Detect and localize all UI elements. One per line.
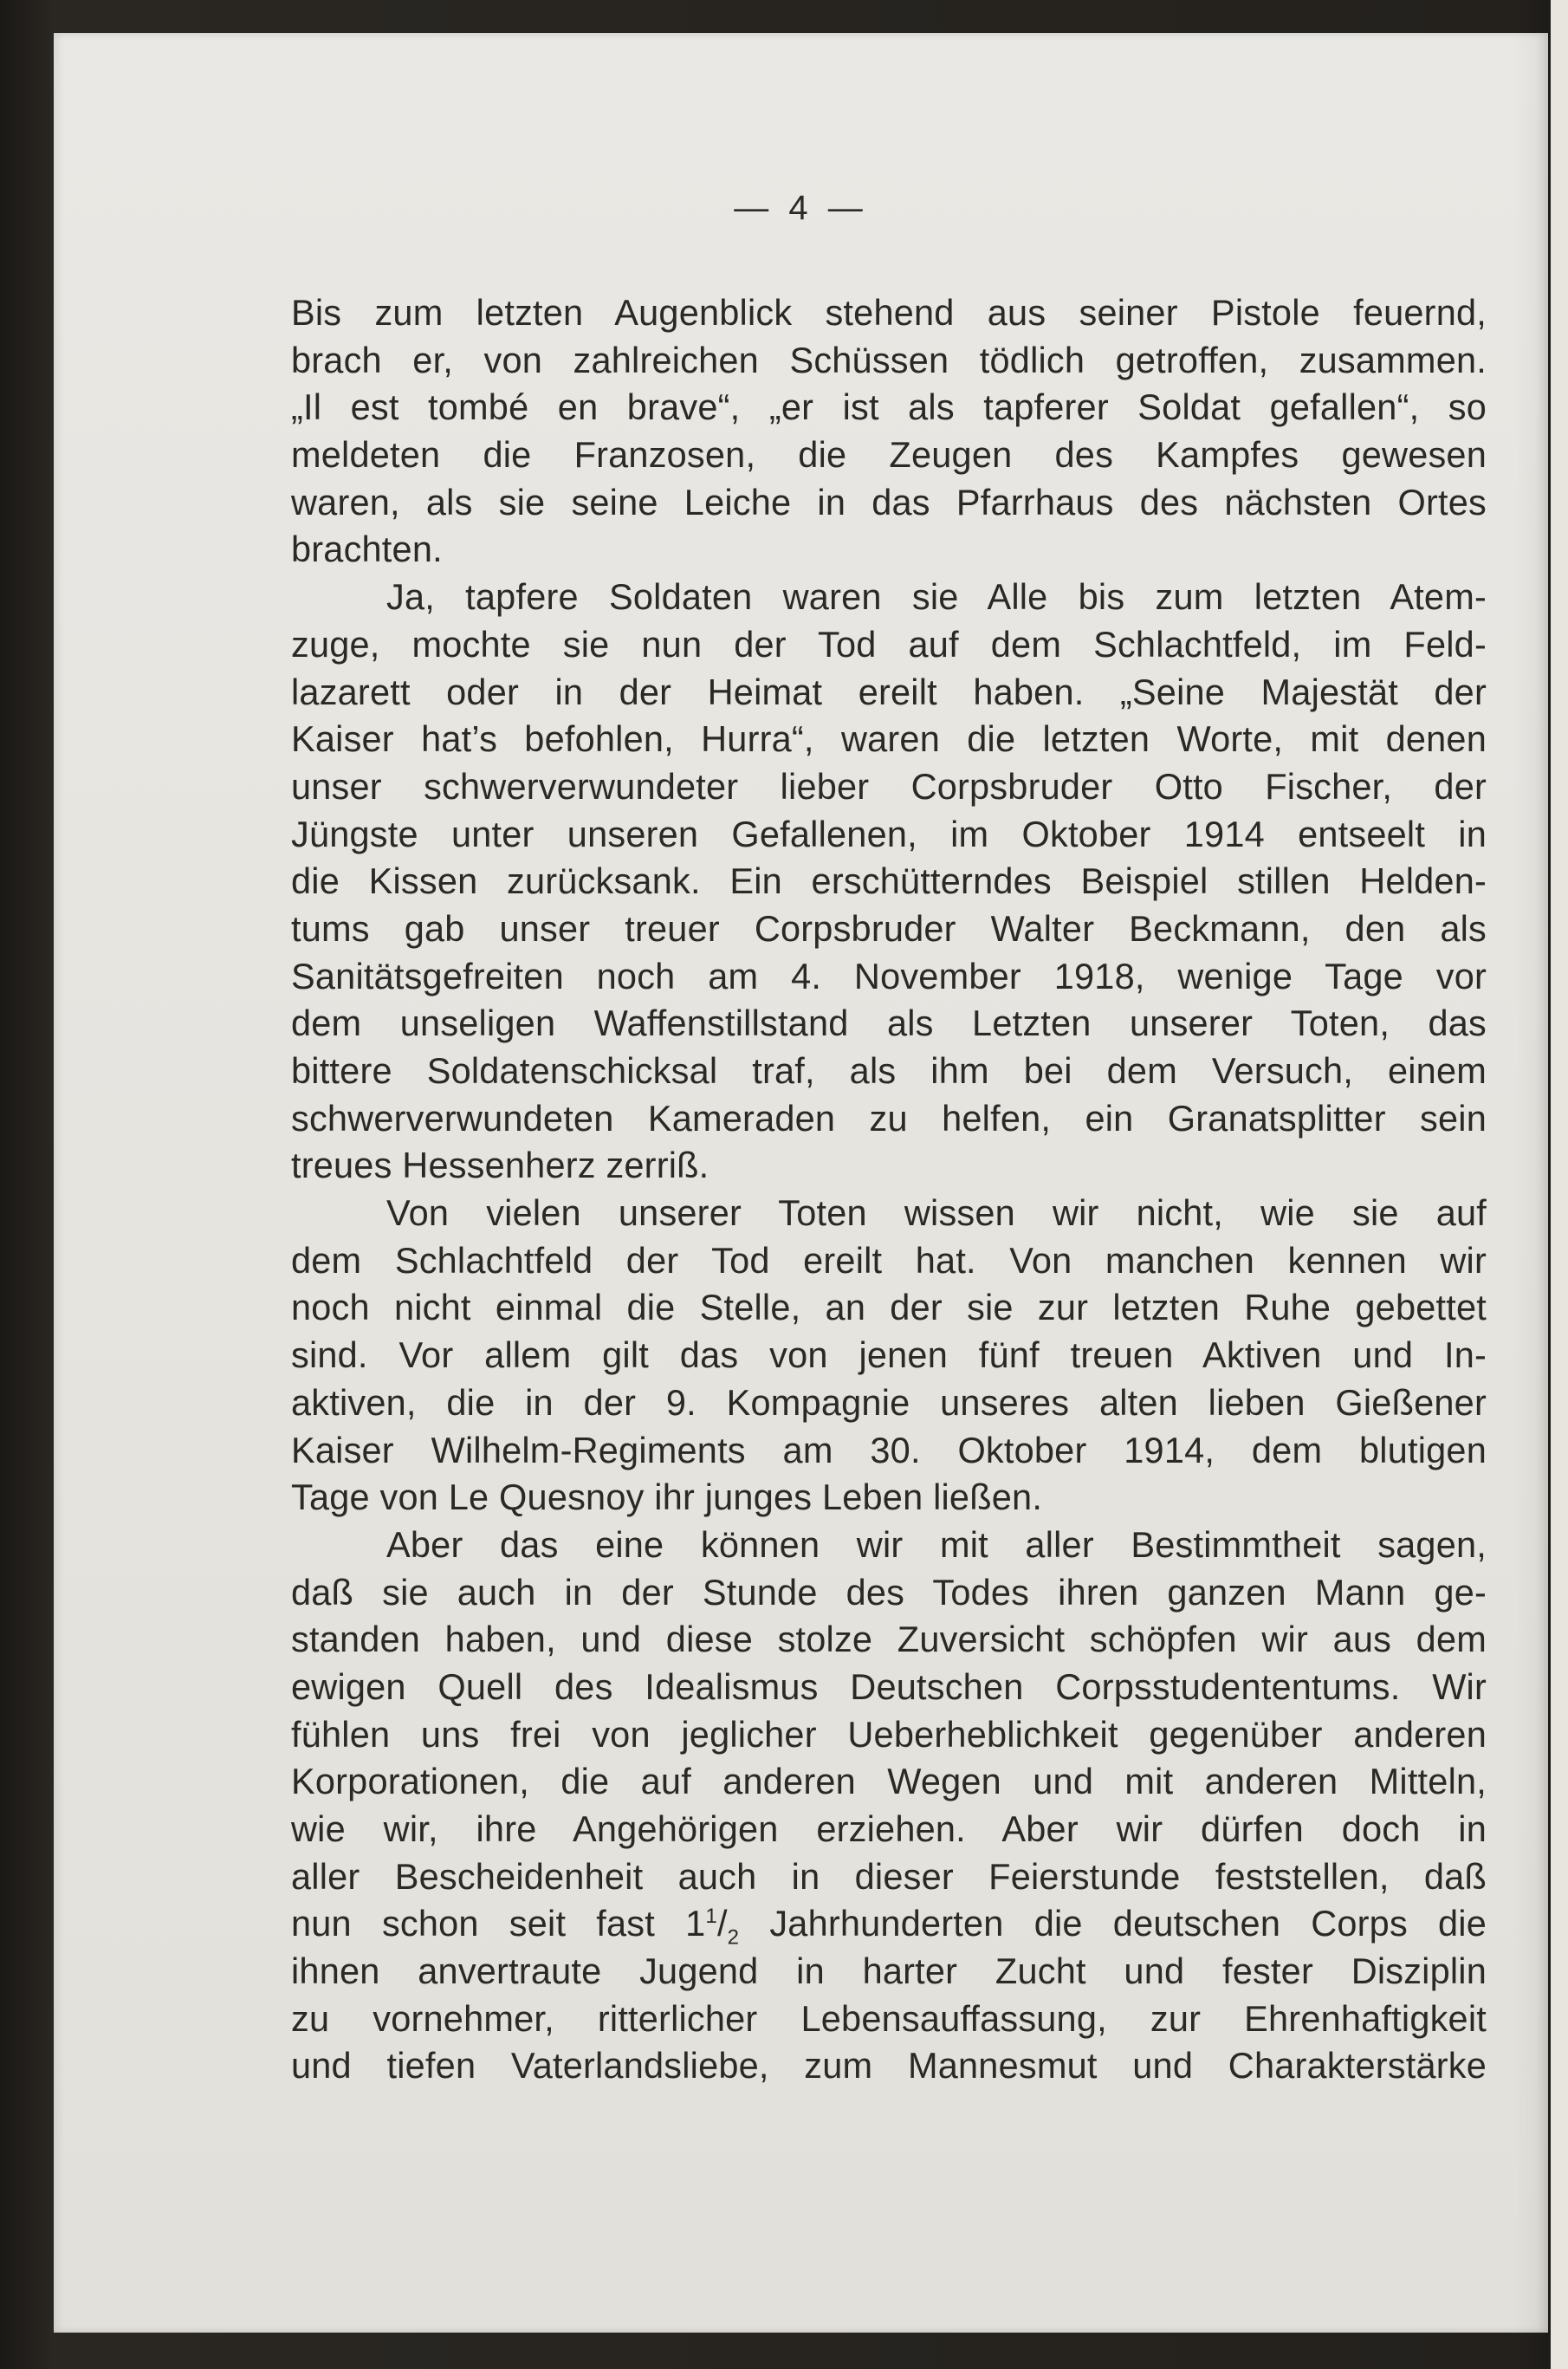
text-line: Bis zum letzten Augenblick stehend aus seiner Pistole feuernd, (291, 292, 1487, 333)
text-line: tums gab unser treuer Corpsbruder Walter Beckmann, den als (291, 907, 1487, 949)
text-line: ihnen anvertraute Jugend in harter Zucht und fester Disziplin (291, 1950, 1487, 1992)
fraction-denominator: 2 (727, 1925, 740, 1950)
text-line: Aber das eine können wir mit aller Bestimmtheit sagen, (386, 1523, 1487, 1565)
fraction-numerator: 1 (705, 1905, 717, 1929)
text-line: Kaiser Wilhelm-Regiments am 30. Oktober 1914, dem blutigen (291, 1429, 1487, 1470)
text-line: wie wir, ihre Angehörigen erziehen. Aber wir dürfen doch in (291, 1808, 1487, 1849)
fraction-whole: 1 (685, 1903, 706, 1944)
text-line: Tage von Le Quesnoy ihr junges Leben ließen. (291, 1477, 1043, 1518)
text-line: unser schwerverwundeter lieber Corpsbruder Otto Fischer, der (291, 765, 1487, 807)
text-segment: nun schon seit fast (291, 1903, 655, 1944)
text-line-with-fraction (291, 1900, 1487, 1948)
text-line: sind. Vor allem gilt das von jenen fünf treuen Aktiven und In- (291, 1334, 1487, 1376)
text-line: Jüngste unter unseren Gefallenen, im Oktober 1914 entseelt in (291, 813, 1487, 854)
text-line: bittere Soldatenschicksal traf, als ihm bei dem Versuch, einem (291, 1050, 1487, 1091)
fraction: $1^1/_2$ (685, 1903, 740, 1950)
adjacent-page-strip (1551, 0, 1568, 2369)
text-line: aller Bescheidenheit auch in dieser Feierstunde feststellen, daß (291, 1855, 1487, 1897)
text-line: dem unseligen Waffenstillstand als Letzten unserer Toten, das (291, 1003, 1487, 1044)
text-line: ewigen Quell des Idealismus Deutschen Corpsstudententums. Wir (291, 1665, 1487, 1707)
text-line: brachten. (291, 529, 443, 570)
book-page (54, 33, 1548, 2333)
text-line: zuge, mochte sie nun der Tod auf dem Schlachtfeld, im Feld- (291, 623, 1487, 665)
text-line: lazarett oder in der Heimat ereilt haben. „Seine Majestät der (291, 671, 1487, 712)
text-line: Korporationen, die auf anderen Wegen und mit anderen Mitteln, (291, 1761, 1487, 1802)
text-line: brach er, von zahlreichen Schüssen tödlich getroffen, zusammen. (291, 339, 1487, 380)
text-line: meldeten die Franzosen, die Zeugen des Kampfes gewesen (291, 434, 1487, 476)
text-line: und tiefen Vaterlandsliebe, zum Mannesmut und Charakterstärke (291, 2045, 1487, 2087)
text-line: Von vielen unserer Toten wissen wir nicht, wie sie auf (386, 1192, 1487, 1234)
page-shadow-edge (1513, 33, 1548, 2333)
text-line: „Il est tombé en brave“, „er ist als tapferer Soldat gefallen“, so (291, 386, 1487, 428)
text-line: Sanitätsgefreiten noch am 4. November 1918, wenige Tage vor (291, 955, 1487, 996)
text-line: Ja, tapfere Soldaten waren sie Alle bis zum letzten Atem- (386, 576, 1487, 618)
text-line: standen haben, und diese stolze Zuversicht schöpfen wir aus dem (291, 1619, 1487, 1660)
text-line: dem Schlachtfeld der Tod ereilt hat. Von manchen kennen wir (291, 1239, 1487, 1281)
text-line: fühlen uns frei von jeglicher Ueberheblichkeit gegenüber anderen (291, 1713, 1487, 1755)
text-line: waren, als sie seine Leiche in das Pfarrhaus des nächsten Ortes (291, 481, 1487, 522)
text-line: aktiven, die in der 9. Kompagnie unseres alten lieben Gießener (291, 1381, 1487, 1423)
body-text (291, 289, 1487, 2090)
text-line: treues Hessenherz zerriß. (291, 1145, 709, 1186)
text-line: schwerverwundeten Kameraden zu helfen, ein Granatsplitter sein (291, 1097, 1487, 1139)
text-line: die Kissen zurücksank. Ein erschütterndes Beispiel stillen Helden- (291, 860, 1487, 902)
text-line: daß sie auch in der Stunde des Todes ihren ganzen Mann ge- (291, 1571, 1487, 1613)
text-line: noch nicht einmal die Stelle, an der sie zur letzten Ruhe gebettet (291, 1287, 1487, 1328)
text-segment: Jahrhunderten die deutschen Corps die (769, 1903, 1487, 1944)
text-line: Kaiser hat’s befohlen, Hurra“, waren die letzten Worte, mit denen (291, 718, 1487, 760)
text-line: zu vornehmer, ritterlicher Lebensauffassung, zur Ehrenhaftigkeit (291, 1997, 1487, 2039)
page-number: — 4 — (734, 189, 868, 227)
